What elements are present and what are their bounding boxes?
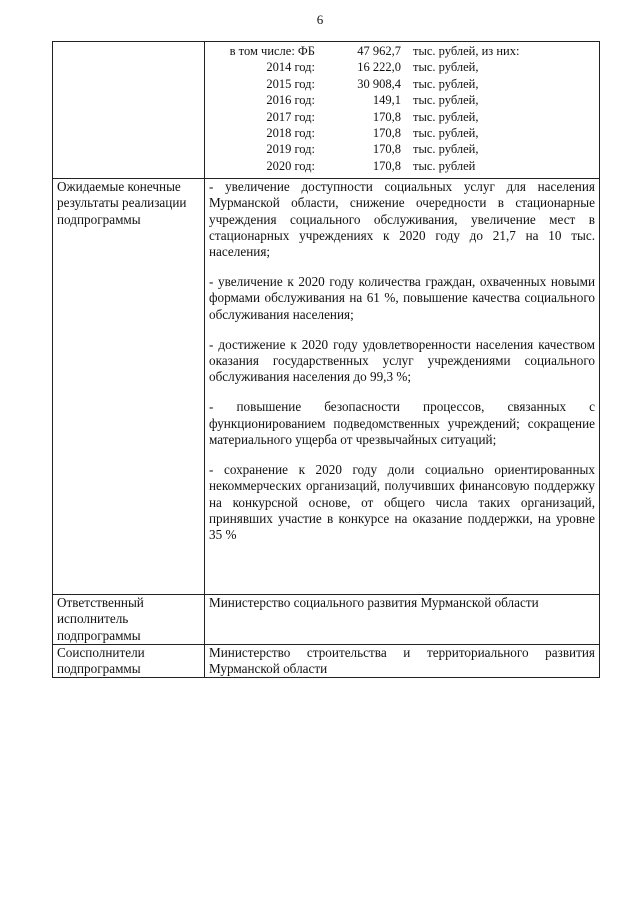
- financing-year-label: 2019 год:: [266, 142, 315, 157]
- financing-year-label: 2017 год:: [266, 109, 315, 124]
- financing-unit: тыс. рублей: [413, 158, 476, 173]
- financing-breakdown: [209, 42, 595, 178]
- coexecutors-value: Министерство строительства и территориального развития Мурманской области: [209, 644, 595, 677]
- financing-amount: 170,8: [372, 126, 401, 141]
- financing-row-item: [225, 92, 595, 108]
- financing-row: [53, 42, 600, 179]
- responsible-row: [53, 595, 600, 645]
- subprogram-passport-table: [52, 41, 600, 678]
- financing-row-item: [225, 125, 595, 141]
- financing-year-label: 2016 год:: [266, 93, 315, 108]
- responsible-label: Ответственный исполнитель подпрограммы: [53, 595, 205, 645]
- financing-content-cell: [205, 42, 600, 179]
- financing-unit: тыс. рублей,: [413, 126, 479, 141]
- financing-year-label: 2015 год:: [266, 76, 315, 91]
- page-number: 6: [316, 12, 324, 27]
- coexecutors-row: [53, 644, 600, 677]
- financing-year-label: 2014 год:: [266, 60, 315, 75]
- expected-results-label: Ожидаемые конечные результаты реализации подпрограммы: [53, 179, 205, 595]
- financing-unit: тыс. рублей, из них:: [413, 44, 520, 58]
- financing-unit: тыс. рублей,: [413, 76, 479, 91]
- result-item: - достижение к 2020 году удовлетворенности населения качеством оказания государственных услуг учреждениями социального обслуживания населения до 99,3 %;: [209, 336, 595, 385]
- financing-row-item: [225, 141, 595, 157]
- financing-amount: 47 962,7: [357, 44, 401, 58]
- financing-row-item: [225, 76, 595, 92]
- financing-year-label: 2020 год:: [266, 158, 315, 173]
- expected-results-content: [205, 179, 600, 595]
- financing-year-label: 2018 год:: [266, 126, 315, 141]
- financing-amount: 149,1: [372, 93, 401, 108]
- financing-row-item: [225, 109, 595, 125]
- financing-unit: тыс. рублей,: [413, 109, 479, 124]
- financing-unit: тыс. рублей,: [413, 142, 479, 157]
- coexecutors-content: [205, 644, 600, 677]
- financing-unit: тыс. рублей,: [413, 60, 479, 75]
- coexecutors-label: Соисполнители подпрограммы: [53, 644, 205, 677]
- financing-amount: 30 908,4: [357, 76, 401, 91]
- financing-label-cell: [53, 42, 205, 179]
- financing-row-item: [225, 158, 595, 174]
- result-item: - увеличение доступности социальных услуг для населения Мурманской области, снижение очередности в стационарные учреждения социального обслуживания, увеличение мест в стационарных учреждениях к 2020 году до 21,7 на 10 тыс. населения;: [209, 179, 595, 260]
- financing-unit: тыс. рублей,: [413, 93, 479, 108]
- financing-amount: 170,8: [372, 142, 401, 157]
- responsible-content: [205, 595, 600, 645]
- result-item: - сохранение к 2020 году доли социально ориентированных некоммерческих организаций, получивших финансовую поддержку на конкурсной основе, от общего числа таких организаций, принявших участие в конкурсе на оказание поддержки, на уровне 35 %: [209, 462, 595, 542]
- financing-row-item: [225, 43, 595, 59]
- result-item: - повышение безопасности процессов, связанных с функционированием подведомственных учреждений; сокращение материального ущерба от чрезвычайных ситуаций;: [209, 399, 595, 447]
- financing-amount: 170,8: [372, 158, 401, 173]
- financing-year-label: в том числе: ФБ: [229, 44, 315, 58]
- financing-amount: 16 222,0: [357, 60, 401, 75]
- result-item: - увеличение к 2020 году количества граждан, охваченных новыми формами обслуживания на 61 %, повышение качества социального обслуживания населения;: [209, 274, 595, 322]
- expected-results-row: [53, 179, 600, 595]
- responsible-value: Министерство социального развития Мурманской области: [209, 595, 539, 611]
- financing-amount: 170,8: [372, 109, 401, 124]
- financing-row-item: [225, 59, 595, 75]
